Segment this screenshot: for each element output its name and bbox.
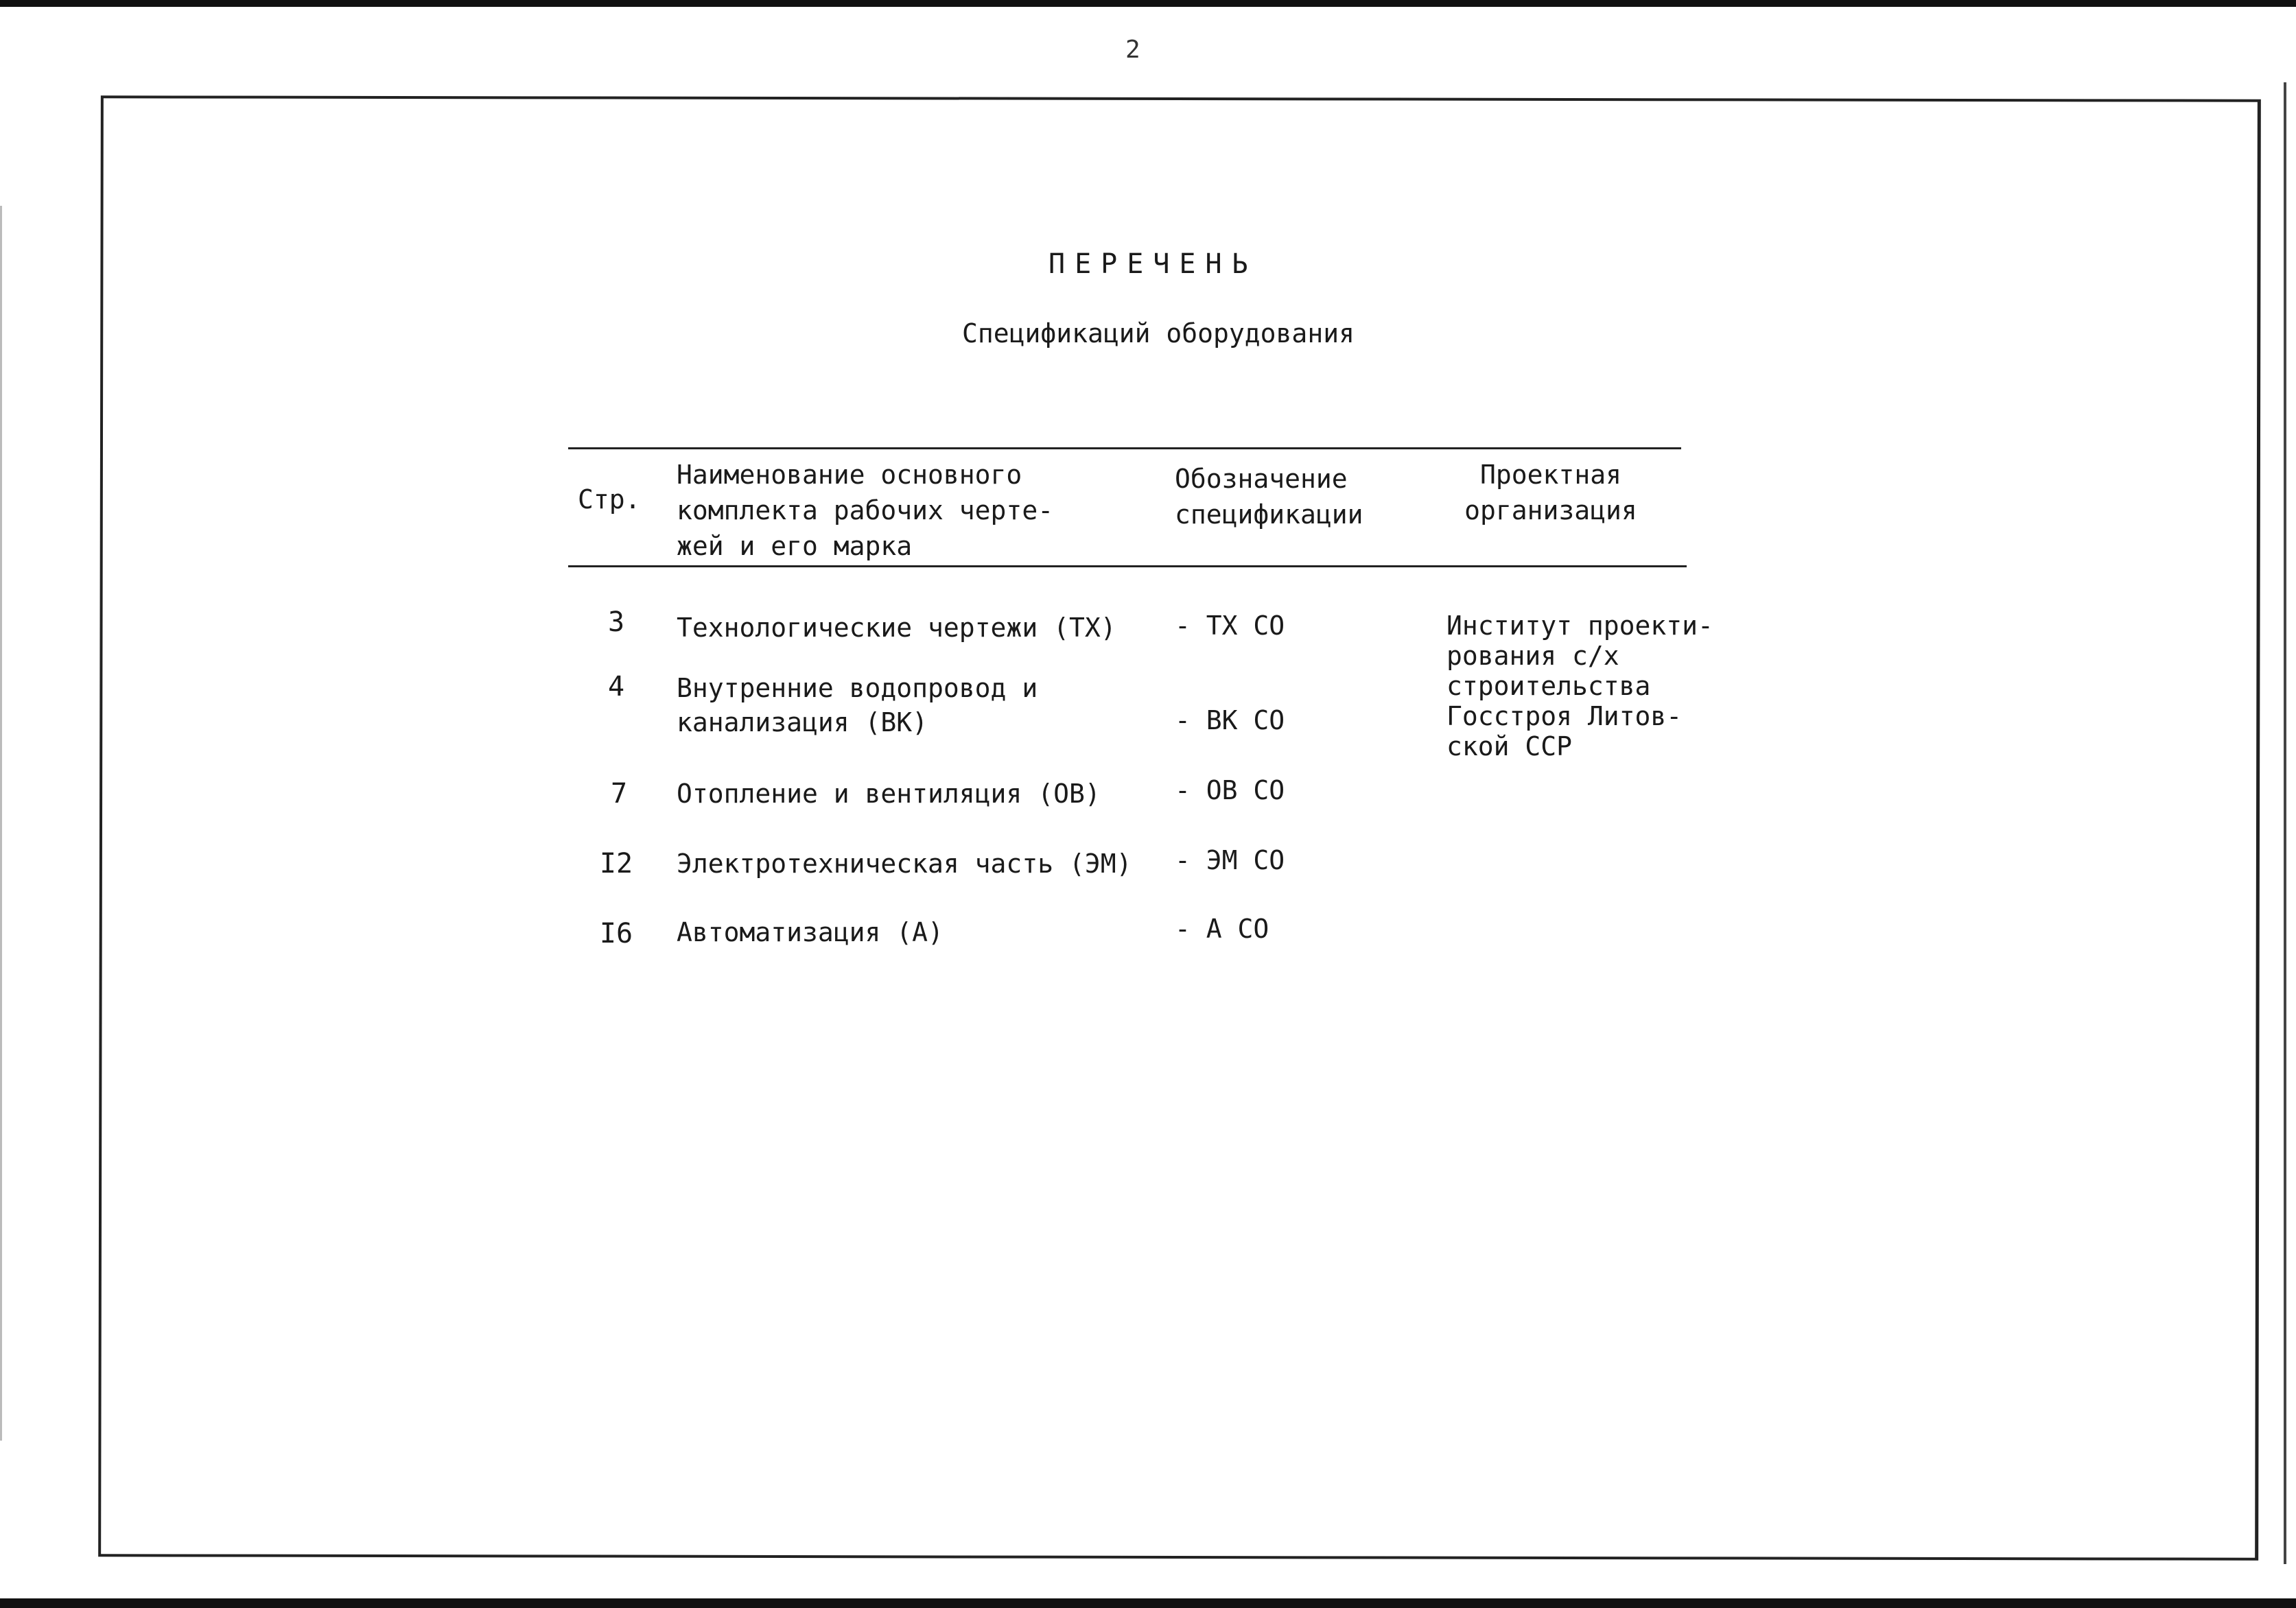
table-top-rule: [568, 447, 1681, 449]
row-name: [677, 847, 1171, 881]
header-org-line: организация: [1464, 495, 1637, 525]
row-name-line: канализация (ВК): [677, 707, 928, 737]
row-name-line: Внутренние водопровод и: [677, 673, 1038, 703]
row-name: [677, 611, 1171, 645]
organization-line: Госстроя Литов-: [1446, 701, 1683, 731]
header-name-line: комплекта рабочих черте-: [677, 495, 1054, 525]
row-name-line: Автоматизация (А): [677, 917, 944, 947]
row-name-line: Электротехническая часть (ЭМ): [677, 849, 1132, 879]
scan-edge-bottom: [0, 1598, 2296, 1608]
header-name: [677, 457, 1088, 564]
organization-cell: [1446, 611, 1713, 761]
organization-line: строительства: [1446, 671, 1651, 701]
header-org-line: Проектная: [1480, 460, 1621, 490]
organization-line: рования с/х: [1446, 641, 1619, 671]
row-name: [677, 915, 1171, 949]
row-page: 3: [607, 606, 625, 638]
document-title: ПЕРЕЧЕНЬ: [1049, 248, 1258, 280]
header-spec-line: спецификации: [1175, 499, 1363, 530]
row-name-line: Технологические чертежи (ТХ): [677, 613, 1116, 643]
organization-line: ской ССР: [1446, 731, 1573, 761]
header-org: [1448, 457, 1654, 528]
scan-edge-top: [0, 0, 2296, 7]
row-name-line: Отопление и вентиляция (ОВ): [677, 779, 1101, 809]
organization-line: Институт проекти-: [1446, 611, 1713, 641]
row-page: 7: [610, 778, 628, 809]
row-page: I2: [599, 848, 633, 879]
table-header-rule: [568, 565, 1687, 567]
header-name-line: Наименование основного: [677, 460, 1022, 490]
document-subtitle: Спецификаций оборудования: [962, 318, 1355, 348]
drawing-frame: [98, 95, 2261, 1560]
header-spec-line: Обозначение: [1175, 464, 1348, 494]
scan-edge-right: [2284, 82, 2286, 1564]
row-spec: - А СО: [1175, 914, 1269, 944]
row-page: 4: [607, 671, 625, 702]
row-spec: - ТХ СО: [1175, 611, 1285, 641]
header-spec: [1175, 461, 1381, 532]
scan-edge-left: [0, 206, 2, 1441]
page-number: 2: [1125, 36, 1140, 64]
row-spec: - ВК СО: [1175, 705, 1285, 735]
row-page: I6: [599, 918, 633, 949]
header-page: Стр.: [578, 484, 641, 515]
header-name-line: жей и его марка: [677, 531, 913, 561]
row-spec: - ЭМ СО: [1175, 845, 1285, 875]
row-name: [677, 671, 1171, 740]
row-name: [677, 777, 1171, 811]
row-spec: - ОВ СО: [1175, 775, 1285, 805]
